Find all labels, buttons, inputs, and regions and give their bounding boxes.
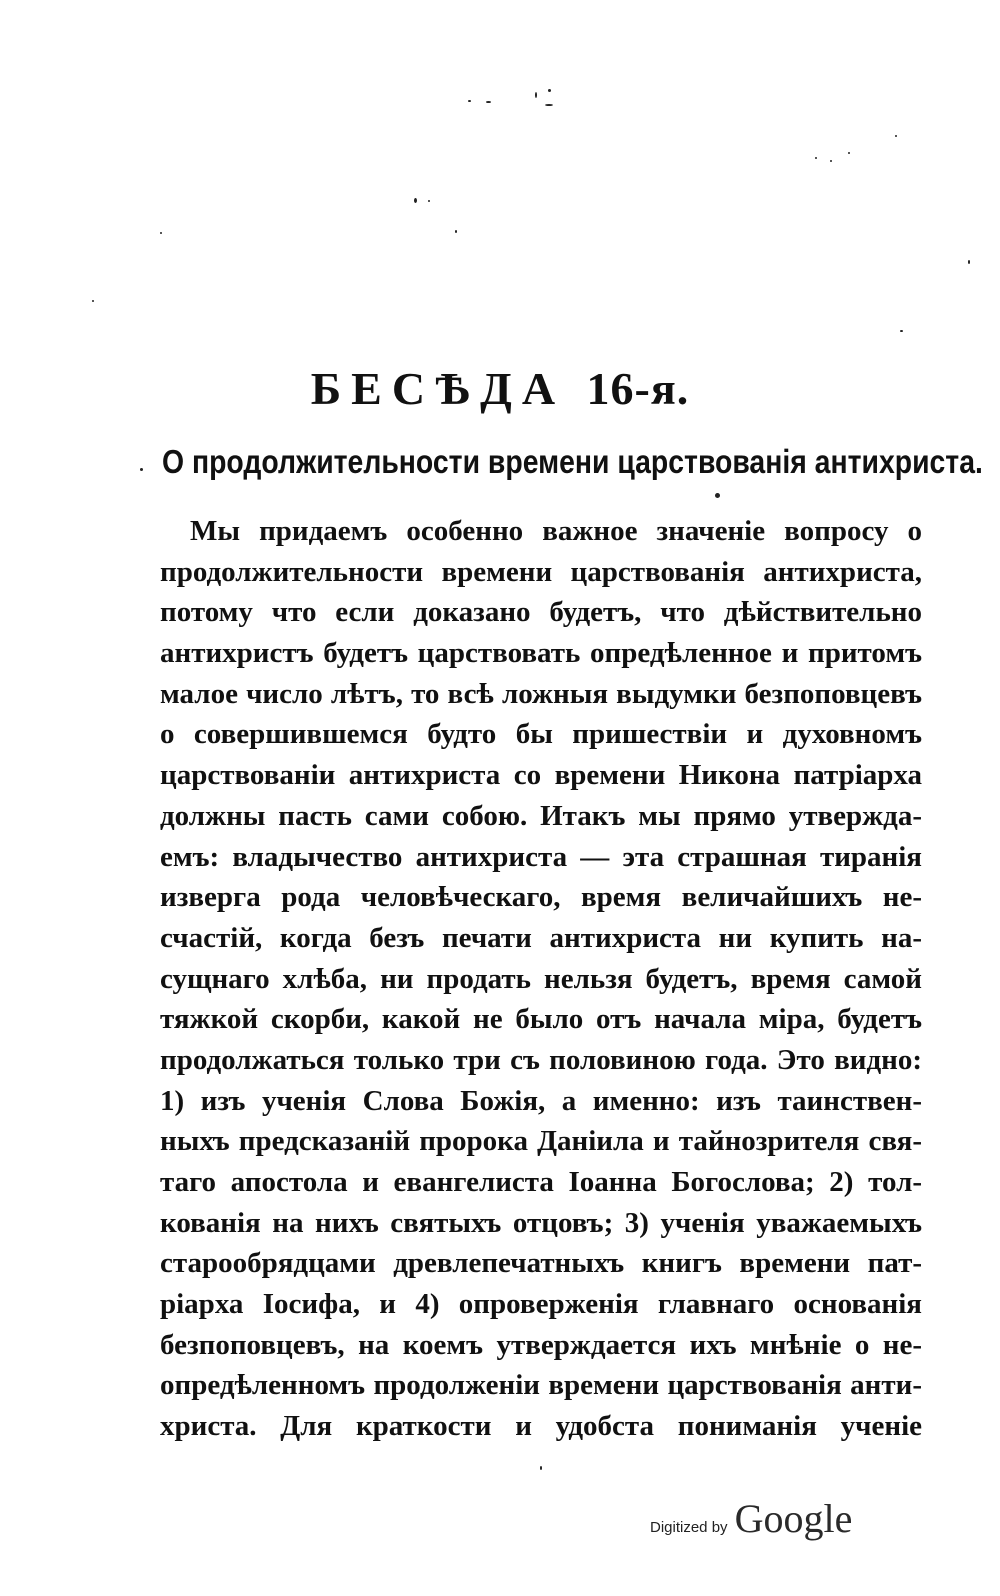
text-line: счастій, когда безъ печати антихриста ни купить на- [160, 921, 922, 954]
scan-speck [815, 157, 817, 159]
text-line: тяжкой скорби, какой не было отъ начала міра, будетъ [160, 1003, 922, 1036]
scan-speck [830, 160, 832, 162]
text-line: опредѣленномъ продолженіи времени царствованія анти- [160, 1369, 922, 1402]
scan-speck [455, 230, 457, 233]
chapter-subtitle: О продолжительности времени царствованія антихриста. [162, 443, 983, 480]
digitized-label: Digitized by [650, 1519, 728, 1536]
text-line: сущнаго хлѣба, ни продать нельзя будетъ, время самой [160, 962, 922, 995]
scan-speck [848, 152, 850, 154]
text-line: Мы придаемъ особенно важное значеніе вопросу о [190, 515, 922, 547]
scan-speck [140, 468, 143, 471]
conversation-heading [0, 362, 1000, 415]
text-line: кованія на нихъ святыхъ отцовъ; 3) ученія уважаемыхъ [160, 1206, 922, 1239]
scan-speck [968, 260, 970, 264]
scan-speck [160, 232, 162, 234]
scan-speck [900, 330, 903, 332]
scan-speck [548, 89, 551, 92]
body-text [160, 511, 922, 1447]
text-line: антихристъ будетъ царствовать опредѣленное и притомъ [160, 637, 922, 670]
scan-speck [545, 104, 553, 106]
scan-speck [895, 135, 897, 137]
scan-speck [715, 493, 720, 498]
scan-speck [428, 200, 430, 202]
text-line: о совершившемся будто бы пришествіи и духовномъ [160, 718, 922, 751]
text-line: безпоповцевъ, на коемъ утверждается ихъ мнѣніе о не- [160, 1328, 922, 1361]
scan-speck [414, 198, 417, 203]
text-line: емъ: владычество антихриста — эта страшная тиранія [160, 840, 922, 873]
text-line: изверга рода человѣческаго, время величайшихъ не- [160, 881, 922, 914]
text-line: царствованіи антихриста со времени Никона патріарха [160, 759, 922, 792]
heading-word: БЕСѢДА [310, 363, 566, 414]
text-line: старообрядцами древлепечатныхъ книгъ времени пат- [160, 1247, 922, 1280]
google-logo: Google [734, 1496, 853, 1541]
scan-speck [535, 92, 537, 98]
scan-speck [468, 100, 471, 102]
scan-speck [540, 1466, 542, 1470]
text-line: таго апостола и евангелиста Іоанна Богослова; 2) тол- [160, 1166, 922, 1198]
heading-number: 16-я. [586, 363, 690, 414]
text-line: потому что если доказано будетъ, что дѣйствительно [160, 596, 922, 629]
scan-speck [486, 101, 491, 103]
text-line: 1) изъ ученія Слова Божія, а именно: изъ таинствен- [160, 1084, 922, 1117]
text-line: продолжаться только три съ половиною года. Это видно: [160, 1043, 922, 1076]
text-line: ныхъ предсказаній пророка Даніила и тайнозрителя свя- [160, 1125, 922, 1158]
text-line: должны пасть сами собою. Итакъ мы прямо утвержда- [160, 799, 922, 832]
text-line: христа. Для краткости и удобста пониманія ученіе [160, 1410, 922, 1443]
text-line: продолжительности времени царствованія антихриста, [160, 555, 922, 588]
text-line: ріарха Іосифа, и 4) опроверженія главнаго основанія [160, 1288, 922, 1321]
digitized-by-watermark [650, 1495, 852, 1545]
text-line: малое число лѣтъ, то всѣ ложныя выдумки безпоповцевъ [160, 677, 922, 710]
scan-speck [92, 300, 94, 302]
